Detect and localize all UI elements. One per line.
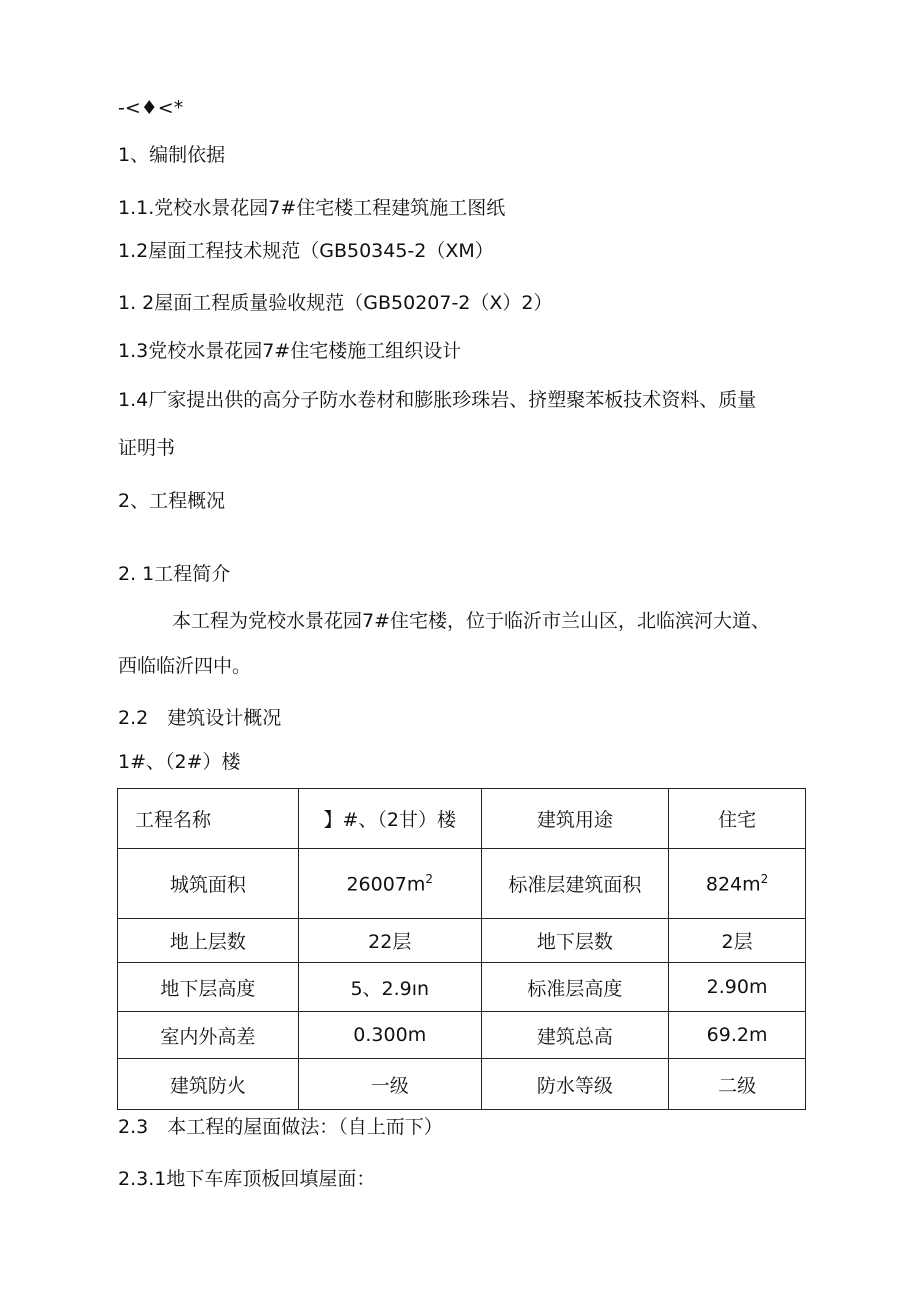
text-line: 1. 2屋面工程质量验收规范（GB50207-2（X）2） (118, 292, 553, 314)
table-cell: 0.300m (298, 1012, 481, 1059)
table-cell: 标准层高度 (481, 963, 668, 1012)
table-row (118, 1059, 806, 1110)
table-cell: 建筑防火 (118, 1059, 299, 1110)
text-line: 2.3.1地下车库顶板回填屋面： (118, 1168, 376, 1190)
table-cell: 地下层高度 (118, 963, 299, 1012)
text-line: 证明书 (118, 437, 176, 459)
table-cell: 城筑面积 (118, 849, 299, 919)
table-cell: 2层 (669, 919, 806, 963)
header-mark: -<♦<* (118, 97, 184, 119)
table-cell: 二级 (669, 1059, 806, 1110)
table-cell: 防水等级 (481, 1059, 668, 1110)
text-line: 1.1.党校水景花园7#住宅楼工程建筑施工图纸 (118, 197, 506, 219)
section-heading-2: 2、工程概况 (118, 490, 226, 512)
table-row (118, 789, 806, 849)
text-line: 1.3党校水景花园7#住宅楼施工组织设计 (118, 340, 462, 362)
table-cell: 地上层数 (118, 919, 299, 963)
table-cell: 地下层数 (481, 919, 668, 963)
table-row (118, 849, 806, 919)
subsection-heading: 2.3 本工程的屋面做法：（自上而下） (118, 1116, 443, 1138)
table-cell: 室内外高差 (118, 1012, 299, 1059)
table-cell (669, 849, 806, 919)
paragraph-line: 西临临沂四中。 (118, 655, 252, 677)
table-row (118, 963, 806, 1012)
table-cell: 建筑用途 (481, 789, 668, 849)
table-cell (298, 849, 481, 919)
building-info-table (117, 788, 806, 1110)
unit-superscript: 2 (425, 871, 434, 886)
table-row (118, 1012, 806, 1059)
text-line: 1.2屋面工程技术规范（GB50345-2（XM） (118, 240, 494, 262)
section-heading-1: 1、编制依据 (118, 144, 226, 166)
unit-superscript: 2 (760, 871, 769, 886)
text-line: 1.4厂家提出供的高分子防水卷材和膨胀珍珠岩、挤塑聚苯板技术资料、质量 (118, 389, 757, 411)
table-cell: 一级 (298, 1059, 481, 1110)
area-value: 26007m (346, 873, 426, 896)
area-value: 824m (705, 873, 761, 896)
table-cell: 标准层建筑面积 (481, 849, 668, 919)
table-cell: 】#、（2甘）楼 (298, 789, 481, 849)
table-cell: 22层 (298, 919, 481, 963)
table-cell: 2.90m (669, 963, 806, 1012)
table-cell: 建筑总高 (481, 1012, 668, 1059)
building-label: 1#、（2#）楼 (118, 751, 241, 773)
table-row (118, 919, 806, 963)
subsection-heading: 2.2 建筑设计概况 (118, 707, 282, 729)
table-cell: 5、2.9ın (298, 963, 481, 1012)
table-cell: 工程名称 (118, 789, 299, 849)
subsection-heading: 2. 1工程简介 (118, 563, 231, 585)
table-cell: 住宅 (669, 789, 806, 849)
paragraph-line: 本工程为党校水景花园7#住宅楼，位于临沂市兰山区，北临滨河大道、 (172, 610, 771, 632)
table-cell: 69.2m (669, 1012, 806, 1059)
